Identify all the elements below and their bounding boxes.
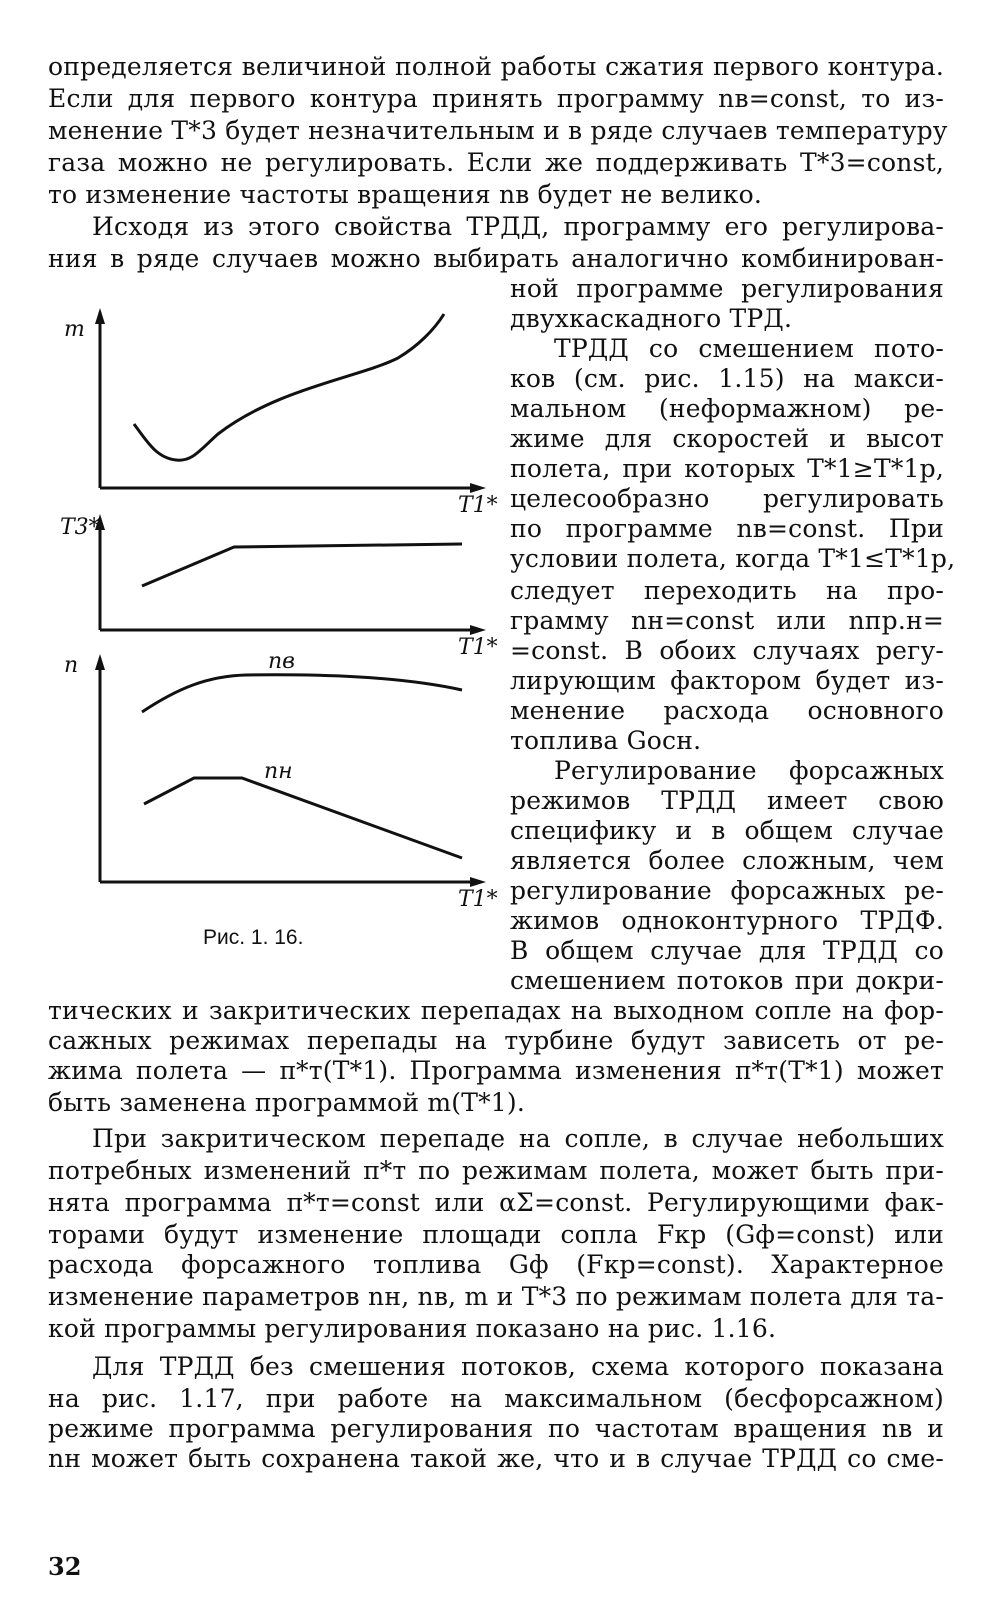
side-text-line: топлива Gосн. [510, 726, 702, 755]
side-text-line: грамму nн=const или nпр.н= [510, 606, 944, 635]
axis-arrow [95, 308, 105, 324]
text-line: тических и закритических перепадах на выходном сопле на фор- [48, 996, 944, 1025]
text-line: жима полета — π*т(T*1). Программа изменения π*т(T*1) может [48, 1056, 944, 1085]
side-text-line: лирующим фактором будет из- [510, 666, 944, 695]
paragraph-start: При закритическом перепаде на сопле, в случае небольших [92, 1124, 944, 1153]
side-text-line: условии полета, когда T*1≤T*1р, [510, 544, 956, 573]
side-text-line: ной программе регулирования [510, 274, 944, 303]
side-text-line: ков (см. рис. 1.15) на макси- [510, 364, 944, 393]
paragraph-start: Для ТРДД без смешения потоков, схема которого показана [92, 1352, 944, 1381]
text-line: быть заменена программой m(T*1). [48, 1088, 526, 1117]
figure-1-16 [58, 300, 498, 910]
figure-caption: Рис. 1. 16. [203, 926, 304, 949]
axis-arrow [470, 625, 486, 635]
text-line: торами будут изменение площади сопла Fкр (Gф=const) или [48, 1220, 944, 1249]
text-line: Если для первого контура принять программу nв=const, то из- [48, 84, 944, 113]
text-line: ния в ряде случаев можно выбирать аналогично комбинирован- [48, 244, 944, 273]
paragraph-start: Исходя из этого свойства ТРДД, программу его регулирова- [92, 212, 944, 241]
y-axis-label: T3* [60, 515, 100, 540]
side-text-line: В общем случае для ТРДД со [510, 936, 944, 965]
side-text-line: полета, при которых T*1≥T*1р, [510, 454, 944, 483]
axis-arrow [470, 877, 486, 887]
side-text-line: мальном (неформажном) ре- [510, 394, 944, 423]
side-text-line: менение расхода основного [510, 696, 944, 725]
side-text-line: =const. В обоих случаях регу- [510, 636, 944, 665]
curve-label: nн [264, 759, 293, 784]
text-line: кой программы регулирования показано на рис. 1.16. [48, 1314, 777, 1343]
text-line: режиме программа регулирования по частотам вращения nв и [48, 1414, 944, 1443]
text-line: расхода форсажного топлива Gф (Fкр=const). Характерное [48, 1250, 944, 1279]
text-line: нята программа π*т=const или αΣ=const. Регулирующими фак- [48, 1188, 944, 1217]
text-line: менение T*3 будет незначительным и в ряде случаев температуру [48, 116, 948, 145]
axis-arrow [95, 654, 105, 670]
side-text-line: по программе nв=const. При [510, 514, 944, 543]
axis-arrow [470, 483, 486, 493]
side-text-line: целесообразно регулировать [510, 484, 944, 513]
y-axis-label: m [64, 317, 85, 342]
text-line: определяется величиной полной работы сжатия первого контура. [48, 52, 944, 81]
side-text-line: следует переходить на про- [510, 576, 944, 605]
side-text-line: жиме для скоростей и высот [510, 424, 944, 453]
y-axis-label: n [64, 653, 79, 678]
side-text-line: смешением потоков при докри- [510, 966, 944, 995]
m-curve [134, 314, 444, 460]
paragraph-start: Регулирование форсажных [554, 756, 944, 785]
x-axis-label: T1* [458, 493, 498, 518]
side-text-line: специфику и в общем случае [510, 816, 944, 845]
curve-label: nв [268, 649, 295, 674]
text-line: изменение параметров nн, nв, m и T*3 по режимам полета для та- [48, 1282, 944, 1311]
side-text-line: регулирование форсажных ре- [510, 876, 944, 905]
paragraph-start: ТРДД со смешением пото- [554, 334, 944, 363]
text-line: то изменение частоты вращения nв будет не велико. [48, 180, 763, 209]
text-line: газа можно не регулировать. Если же поддерживать T*3=const, [48, 148, 944, 177]
side-text-line: двухкаскадного ТРД. [510, 304, 793, 333]
text-line: потребных изменений π*т по режимам полета, может быть при- [48, 1156, 944, 1185]
text-line: на рис. 1.17, при работе на максимальном (бесфорсажном) [48, 1384, 944, 1413]
nv-curve [142, 675, 462, 712]
page-number: 32 [48, 1552, 82, 1581]
side-text-line: жимов одноконтурного ТРДФ. [510, 906, 944, 935]
text-line: сажных режимах перепады на турбине будут зависеть от ре- [48, 1026, 944, 1055]
nn-curve [144, 778, 462, 858]
side-text-line: режимов ТРДД имеет свою [510, 786, 944, 815]
side-text-line: является более сложным, чем [510, 846, 944, 875]
text-line: nн может быть сохранена такой же, что и в случае ТРДД со сме- [48, 1444, 944, 1473]
t3-curve [142, 544, 462, 586]
x-axis-label: T1* [458, 635, 498, 660]
x-axis-label: T1* [458, 887, 498, 910]
